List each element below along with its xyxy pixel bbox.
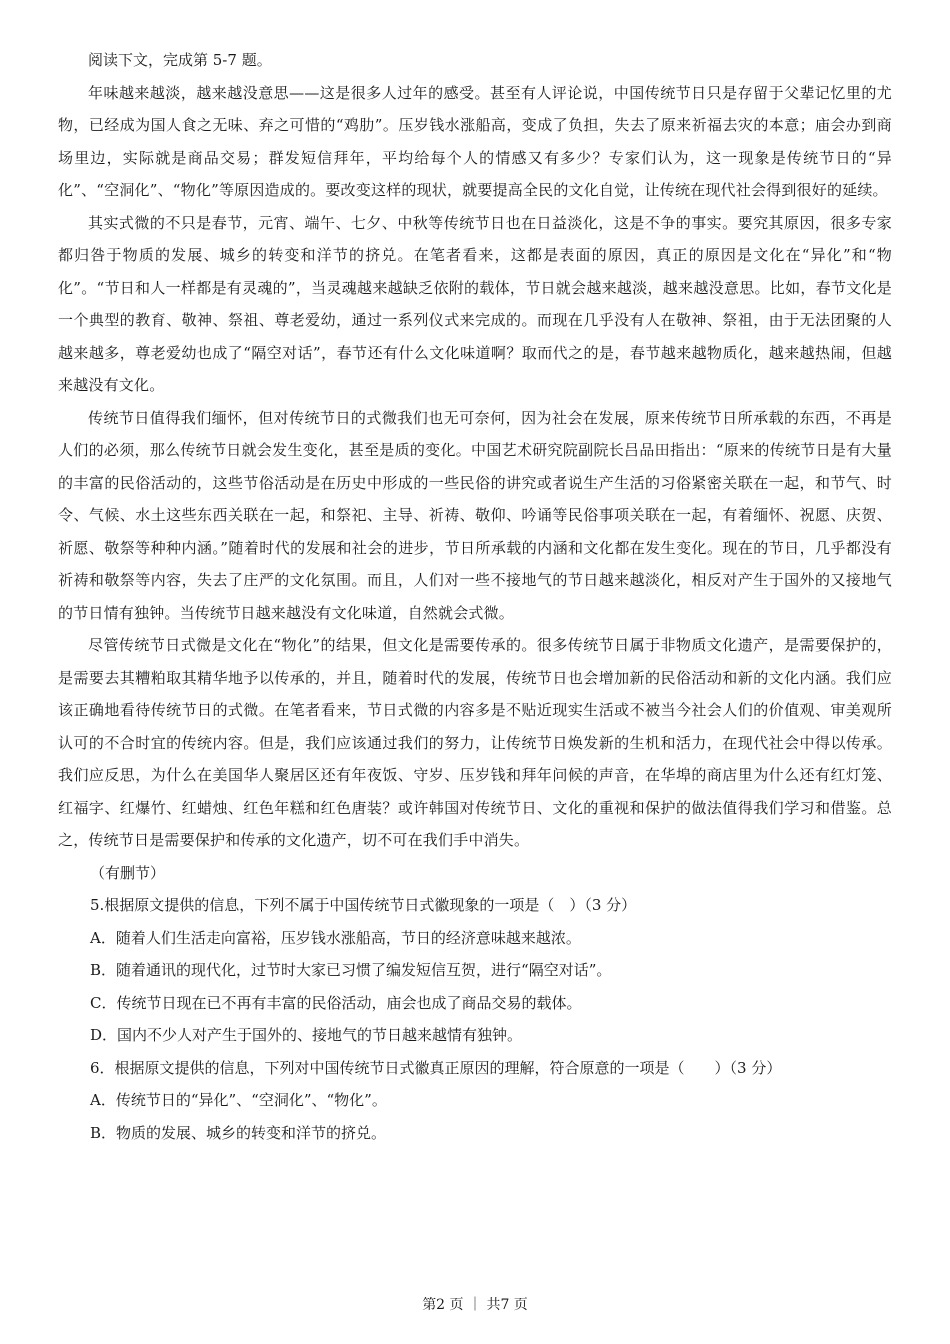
question-5-stem: 5.根据原文提供的信息，下列不属于中国传统节日式徽现象的一项是（ ）（3 分）	[90, 896, 637, 914]
passage-paragraph-1: 年味越来越淡，越来越没意思——这是很多人过年的感受。甚至有人评论说，中国传统节日只是存留于父辈记忆里的尤物，已经成为国人食之无味、弃之可惜的“鸡肋”。压岁钱水涨船高，变成了负担，失去了原来祈福去灾的本意；庙会办到商场里边，实际就是商品交易；群发短信拜年，平均给每个人的情感又有多少？专家们认为，这一现象是传统节日的“异化”、“空洞化”、“物化”等原因造成的。要改变这样的现状，就要提高全民的文化自觉，让传统在现代社会得到很好的延续。	[58, 83, 892, 199]
question-6-option-b: B．物质的发展、城乡的转变和洋节的挤兑。	[90, 1123, 387, 1142]
exam-page	[58, 44, 892, 1149]
passage-paragraph-4: 尽管传统节日式微是文化在“物化”的结果，但文化是需要传承的。很多传统节日属于非物质文化遗产，是需要保护的，是需要去其糟粕取其精华地予以传承的，并且，随着时代的发展，传统节日也会增加新的民俗活动和新的文化内涵。我们应该正确地看待传统节日的式微。在笔者看来，节日式微的内容多是不贴近现实生活或不被当今社会人们的价值观、审美观所认可的不合时宜的传统内容。但是，我们应该通过我们的努力，让传统节日焕发新的生机和活力，在现代社会中得以传承。我们应反思，为什么在美国华人聚居区还有年夜饭、守岁、压岁钱和拜年问候的声音，在华埠的商店里为什么还有红灯笼、红福字、红爆竹、红蜡烛、红色年糕和红色唐装？或许韩国对传统节日、文化的重视和保护的做法值得我们学习和借鉴。总之，传统节日是需要保护和传承的文化遗产，切不可在我们手中消失。	[58, 636, 892, 849]
question-5-option-d: D．国内不少人对产生于国外的、接地气的节日越来越情有独钟。	[90, 1026, 523, 1044]
passage-paragraph-2: 其实式微的不只是春节，元宵、端午、七夕、中秋等传统节日也在日益淡化，这是不争的事实。要究其原因，很多专家都归咎于物质的发展、城乡的转变和洋节的挤兑。在笔者看来，这都是表面的原因，真正的原因是文化在“异化”和“物化”。“节日和人一样都是有灵魂的”，当灵魂越来越缺乏依附的载体，节日就会越来越淡，越来越没意思。比如，春节文化是一个典型的教育、敬神、祭祖、尊老爱幼，通过一系列仪式来完成的。而现在几乎没有人在敬神、祭祖，由于无法团聚的人越来越多，尊老爱幼也成了“隔空对话”，春节还有什么文化味道啊？取而代之的是，春节越来越物质化，越来越热闹，但越来越没有文化。	[58, 213, 892, 394]
reading-instruction: 阅读下文，完成第 5-7 题。	[88, 51, 272, 69]
question-6-option-a: A．传统节日的“异化”、“空洞化”、“物化”。	[90, 1091, 387, 1109]
question-5-option-a: A．随着人们生活走向富裕，压岁钱水涨船高，节日的经济意味越来越浓。	[90, 928, 581, 947]
passage-paragraph-3: 传统节日值得我们缅怀，但对传统节日的式微我们也无可奈何，因为社会在发展，原来传统节日所承载的东西，不再是人们的必须，那么传统节日就会发生变化，甚至是质的变化。中国艺术研究院副院长吕品田指出：“原来的传统节日是有大量的丰富的民俗活动的，这些节俗活动是在历史中形成的一些民俗的讲究或者说生产生活的习俗紧密关联在一起，和节气、时令、气候、水土这些东西关联在一起，和祭祀、主导、祈祷、敬仰、吟诵等民俗事项关联在一起，有着缅怀、祝愿、庆贺、祈愿、敬祭等种种内涵。”随着时代的发展和社会的进步，节日所承载的内涵和文化都在发生变化。现在的节日，几乎都没有祈祷和敬祭等内容，失去了庄严的文化氛围。而且，人们对一些不接地气的节日越来越淡化，相反对产生于国外的又接地气的节日情有独钟。当传统节日越来越没有文化味道，自然就会式微。	[58, 408, 892, 622]
abridged-note: （有删节）	[90, 863, 166, 882]
question-6-stem: 6．根据原文提供的信息，下列对中国传统节日式徽真正原因的理解，符合原意的一项是（ ）（3 分）	[90, 1058, 782, 1077]
question-5-option-c: C．传统节日现在已不再有丰富的民俗活动，庙会也成了商品交易的载体。	[90, 993, 582, 1012]
question-5-option-b: B．随着通讯的现代化，过节时大家已习惯了编发短信互贺，进行“隔空对话”。	[90, 961, 612, 979]
page-footer: 第2 页 ｜ 共7 页	[422, 1297, 528, 1313]
